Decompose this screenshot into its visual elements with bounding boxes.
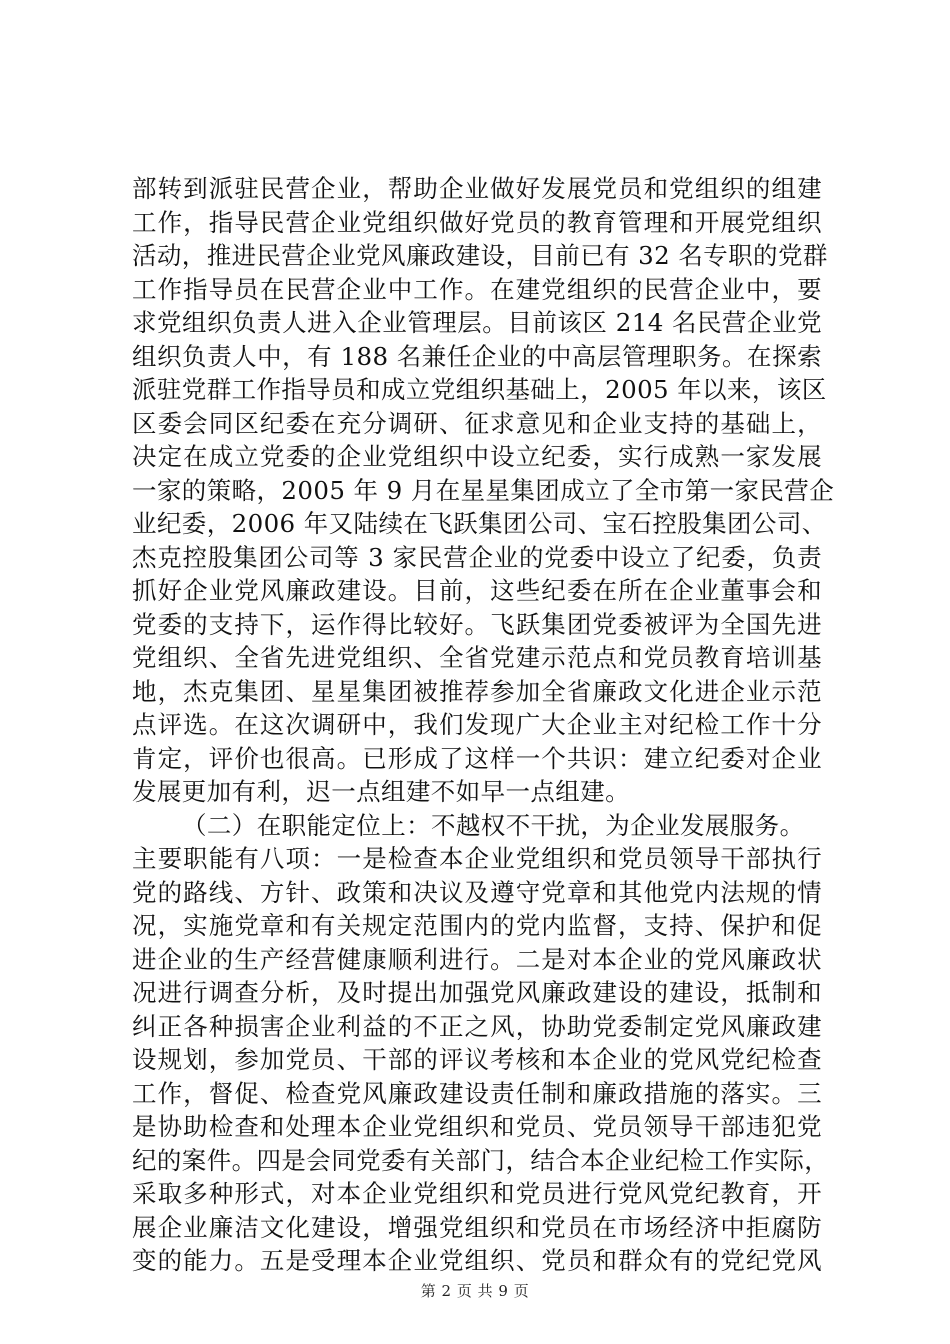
- text-line: 杰克控股集团公司等 3 家民营企业的党委中设立了纪委，负责: [132, 542, 822, 572]
- text-line: 组织负责人中，有 188 名兼任企业的中高层管理职务。在探索: [132, 341, 822, 371]
- text-line: 是协助检查和处理本企业党组织和党员、党员领导干部违犯党: [132, 1112, 822, 1141]
- text-line: 业纪委，2006 年又陆续在飞跃集团公司、宝石控股集团公司、: [132, 509, 827, 538]
- text-line: 况进行调查分析，及时提出加强党风廉政建设的建设，抵制和: [132, 978, 822, 1007]
- text-line-paragraph-end: 发展更加有利，迟一点组建不如早一点组建。: [132, 777, 630, 806]
- text-line: 工作指导员在民营企业中工作。在建党组织的民营企业中，要: [132, 274, 822, 304]
- text-line: 工作，督促、检查党风廉政建设责任制和廉政措施的落实。三: [132, 1078, 822, 1108]
- text-line: 纪的案件。四是会同党委有关部门，结合本企业纪检工作实际，: [132, 1145, 830, 1175]
- text-line: 抓好企业党风廉政建设。目前，这些纪委在所在企业董事会和: [132, 576, 822, 605]
- text-line: 党的路线、方针、政策和决议及遵守党章和其他党内法规的情: [132, 877, 822, 907]
- section-heading-line: （二）在职能定位上：不越权不干扰，为企业发展服务。: [182, 810, 805, 840]
- text-line: 变的能力。五是受理本企业党组织、党员和群众有的党纪党风: [132, 1246, 822, 1275]
- text-line: 派驻党群工作指导员和成立党组织基础上，2005 年以来，该区: [132, 375, 827, 404]
- text-line: 主要职能有八项：一是检查本企业党组织和党员领导干部执行: [132, 844, 822, 873]
- text-line: 采取多种形式，对本企业党组织和党员进行党风党纪教育，开: [132, 1179, 822, 1208]
- text-line: 党委的支持下，运作得比较好。飞跃集团党委被评为全国先进: [132, 609, 822, 639]
- text-line: 设规划，参加党员、干部的评议考核和本企业的党风党纪检查: [132, 1045, 822, 1074]
- text-line: 活动，推进民营企业党风廉政建设，目前已有 32 名专职的党群: [132, 241, 828, 270]
- page-number-footer: 第 2 页 共 9 页: [420, 1282, 530, 1300]
- text-line: 党组织、全省先进党组织、全省党建示范点和党员教育培训基: [132, 643, 822, 672]
- text-line: 点评选。在这次调研中，我们发现广大企业主对纪检工作十分: [132, 710, 822, 739]
- text-line: 展企业廉洁文化建设，增强党组织和党员在市场经济中拒腐防: [132, 1212, 822, 1242]
- text-line: 纠正各种损害企业利益的不正之风，协助党委制定党风廉政建: [132, 1011, 822, 1041]
- text-line: 况，实施党章和有关规定范围内的党内监督，支持、保护和促: [132, 911, 822, 940]
- text-line: 一家的策略，2005 年 9 月在星星集团成立了全市第一家民营企: [132, 475, 835, 505]
- text-line: 进企业的生产经营健康顺利进行。二是对本企业的党风廉政状: [132, 944, 822, 974]
- page-body: [132, 172, 835, 1278]
- text-line: 肯定，评价也很高。已形成了这样一个共识：建立纪委对企业: [132, 743, 822, 773]
- text-line: 工作，指导民营企业党组织做好党员的教育管理和开展党组织: [132, 207, 822, 237]
- text-line: 部转到派驻民营企业，帮助企业做好发展党员和党组织的组建: [132, 174, 822, 203]
- text-line: 区委会同区纪委在充分调研、征求意见和企业支持的基础上，: [132, 408, 822, 438]
- text-line: 决定在成立党委的企业党组织中设立纪委，实行成熟一家发展: [132, 442, 822, 471]
- text-line: 地，杰克集团、星星集团被推荐参加全省廉政文化进企业示范: [132, 676, 822, 706]
- text-line: 求党组织负责人进入企业管理层。目前该区 214 名民营企业党: [132, 308, 822, 337]
